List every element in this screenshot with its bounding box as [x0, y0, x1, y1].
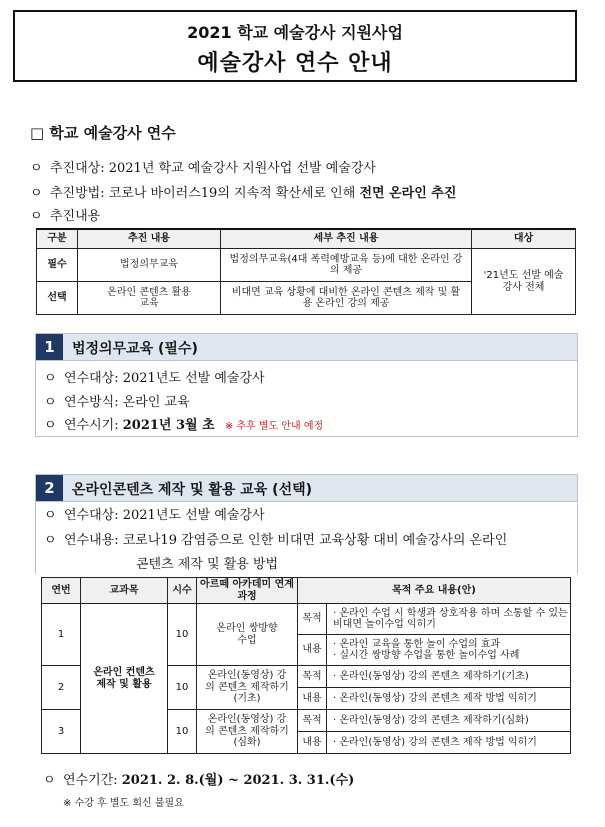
sec1-target-text: 연수대상: 2021년도 선발 예술강사	[64, 371, 265, 386]
sec1-period-line	[44, 414, 323, 433]
section2-number: 2	[36, 475, 63, 501]
training-period-bold: 2021. 2. 8.(월) ~ 2021. 3. 31.(수)	[121, 773, 355, 788]
table-header: 추진 내용	[78, 229, 221, 249]
title-line1: 2021 학교 예술강사 지원사업	[187, 23, 403, 42]
intro-method-text: 추진방법: 코로나 바이러스19의 지속적 확산세로 인해	[50, 186, 360, 201]
table-cell: 비대면 교육 상황에 대비한 온라인 콘텐츠 제작 및 활용 온라인 강의 제공	[221, 282, 472, 315]
table-header: 아르떼 아카데미 연계과정	[197, 578, 298, 604]
section1-body	[35, 361, 578, 437]
table-cell: · 온라인(동영상) 강의 콘텐츠 제작 방법 익히기	[327, 688, 571, 710]
table-header: 목적 주요 내용(안)	[298, 578, 571, 604]
section1-title: 법정의무교육 (필수)	[72, 341, 198, 357]
table-cell: 1	[42, 604, 81, 666]
intro-method-bold: 전면 온라인 추진	[359, 186, 457, 201]
table-cell: 온라인(동영상) 강의 콘텐츠 제작하기(심화)	[197, 710, 298, 754]
table-header: 시수	[168, 578, 197, 604]
table-cell: 선택	[37, 282, 78, 315]
table-cell: 목적	[298, 710, 327, 732]
square-marker-icon: □	[30, 124, 45, 142]
intro-content-text: 추진내용	[50, 209, 101, 224]
table-header: 구분	[37, 229, 78, 249]
section2-header	[35, 474, 578, 502]
table-cell: 3	[42, 710, 81, 754]
bullet-icon: ㅇ	[30, 161, 43, 176]
intro-target-text: 추진대상: 2021년 학교 예술강사 지원사업 선발 예술강사	[50, 161, 376, 176]
sec1-method-text: 연수방식: 온라인 교육	[64, 395, 190, 410]
table-cell: '21년도 선발 예술강사 전체	[472, 249, 576, 315]
table-cell: 법정의무교육	[78, 249, 221, 282]
table-cell: 10	[168, 710, 197, 754]
section2-body	[35, 502, 578, 574]
table-cell: · 온라인 수업 시 학생과 상호작용 하며 소통할 수 있는 비대면 놀이수업 익히기	[327, 604, 571, 635]
table-header: 대상	[472, 229, 576, 249]
table-cell: · 온라인(동영상) 강의 콘텐츠 제작 방법 익히기	[327, 732, 571, 754]
title-line2: 예술강사 연수 안내	[197, 51, 393, 76]
table-cell: 온라인(동영상) 강의 콘텐츠 제작하기(기초)	[197, 666, 298, 710]
document-title-box	[13, 10, 577, 82]
table-header-row	[37, 229, 576, 249]
table-cell: 10	[168, 604, 197, 666]
sec2-content-line	[44, 529, 507, 548]
content-line: · 온라인 교육을 통한 놀이 수업의 효과	[333, 638, 501, 650]
table-cell: 법정의무교육(4대 폭력예방교육 등)에 대한 온라인 강의 제공	[221, 249, 472, 282]
table-cell: · 온라인(동영상) 강의 콘텐츠 제작하기(기초)	[327, 666, 571, 688]
sec2-content-text: 연수내용: 코로나19 감염증으로 인한 비대면 교육상황 대비 예술강사의 온라인	[64, 533, 508, 548]
section-heading	[30, 122, 176, 143]
table-cell: 내용	[298, 688, 327, 710]
intro-method-line	[30, 182, 456, 201]
bullet-icon: ㅇ	[44, 533, 57, 548]
footer-note: ※ 수강 후 별도 회신 불필요	[63, 798, 184, 809]
sec2-target-text: 연수대상: 2021년도 선발 예술강사	[64, 508, 265, 523]
intro-target-line	[30, 157, 376, 176]
bullet-icon: ㅇ	[30, 209, 43, 224]
sec1-period-bold: 2021년 3월 초	[122, 418, 215, 433]
table-cell: 온라인 콘텐츠 활용 교육	[78, 282, 221, 315]
overview-table	[36, 228, 576, 315]
section2-title: 온라인콘텐츠 제작 및 활용 교육 (선택)	[72, 482, 313, 498]
table-cell: 목적	[298, 666, 327, 688]
section1-number: 1	[36, 334, 63, 360]
bullet-icon: ㅇ	[43, 773, 56, 788]
table-row	[42, 604, 571, 635]
sec2-target-line	[44, 504, 265, 523]
table-header: 연번	[42, 578, 81, 604]
table-header-row	[42, 578, 571, 604]
content-line: · 실시간 쌍방향 수업을 통한 놀이수업 사례	[333, 650, 520, 661]
table-cell: 10	[168, 666, 197, 710]
table-header: 세부 추진 내용	[221, 229, 472, 249]
training-period-prefix: 연수기간:	[63, 773, 122, 788]
table-cell: · 온라인(동영상) 강의 콘텐츠 제작하기(심화)	[327, 710, 571, 732]
bullet-icon: ㅇ	[44, 371, 57, 386]
sec2-content-line2: 콘텐츠 제작 및 활용 방법	[136, 557, 279, 572]
table-cell: 내용	[298, 732, 327, 754]
bullet-icon: ㅇ	[44, 418, 57, 433]
training-period-line	[43, 769, 354, 788]
table-cell: 내용	[298, 635, 327, 666]
table-row	[37, 249, 576, 282]
table-cell: 2	[42, 666, 81, 710]
section-heading-text: 학교 예술강사 연수	[49, 124, 176, 142]
bullet-icon: ㅇ	[44, 508, 57, 523]
sec1-period-prefix: 연수시기:	[64, 418, 123, 433]
table-cell: 필수	[37, 249, 78, 282]
table-header: 교과목	[81, 578, 168, 604]
sec1-period-note: ※ 추후 별도 안내 예정	[224, 421, 324, 432]
intro-content-line	[30, 205, 100, 224]
sec1-target-line	[44, 367, 265, 386]
table-cell: 온라인 쌍방향 수업	[197, 604, 298, 666]
table-cell: 온라인 컨텐츠 제작 및 활용	[81, 604, 168, 754]
bullet-icon: ㅇ	[30, 186, 43, 201]
sec1-method-line	[44, 391, 190, 410]
table-cell	[327, 635, 571, 666]
curriculum-table	[41, 577, 571, 754]
section1-header	[35, 333, 578, 361]
bullet-icon: ㅇ	[44, 395, 57, 410]
table-cell: 목적	[298, 604, 327, 635]
